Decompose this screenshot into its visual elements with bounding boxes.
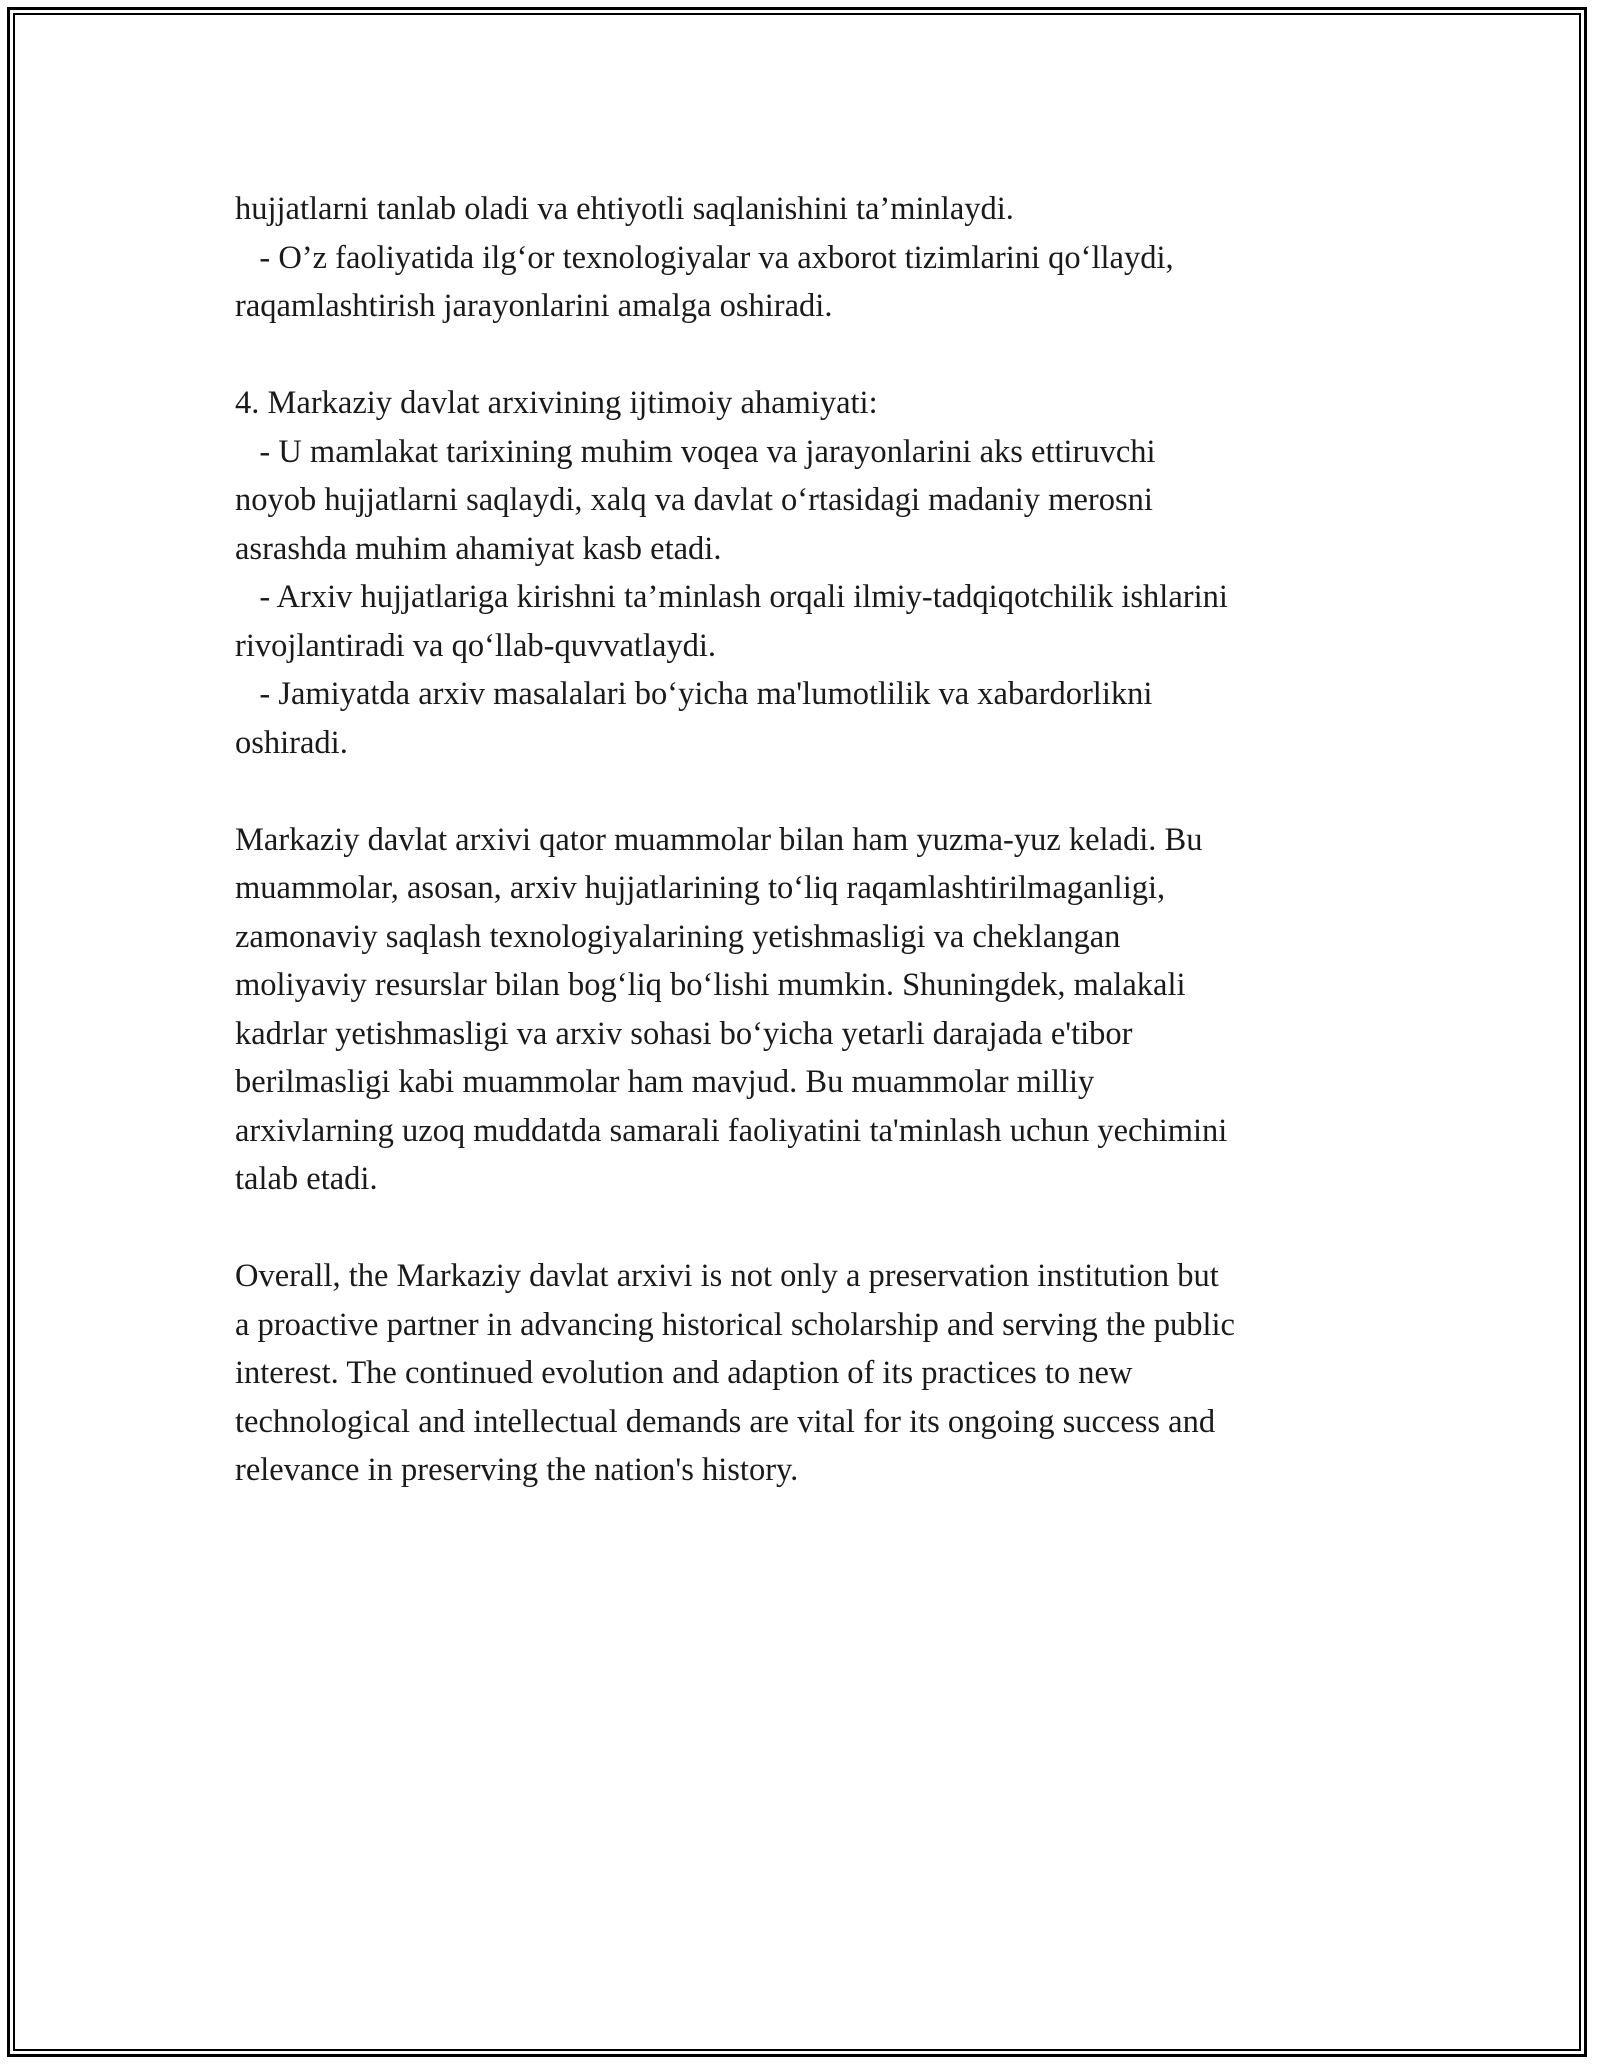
text-line: - O’z faoliyatida ilg‘or texnologiyalar va axborot tizimlarini qo‘llaydi, [235, 239, 1174, 276]
paragraph-conclusion [235, 1252, 1375, 1495]
text-line: moliyaviy resurslar bilan bog‘liq bo‘lishi mumkin. Shuningdek, malakali [235, 967, 1186, 1003]
text-line: asrashda muhim ahamiyat kasb etadi. [235, 530, 722, 567]
text-line: talab etadi. [235, 1161, 378, 1197]
section-heading: 4. Markaziy davlat arxivining ijtimoiy ahamiyati: [235, 385, 878, 421]
text-line: relevance in preserving the nation's history. [235, 1452, 799, 1488]
paragraph-section-4 [235, 379, 1375, 767]
text-line: raqamlashtirish jarayonlarini amalga oshiradi. [235, 288, 833, 324]
paragraph-gap [235, 1204, 1375, 1253]
text-line: Markaziy davlat arxivi qator muammolar bilan ham yuzma-yuz keladi. Bu [235, 821, 1203, 858]
paragraph-gap [235, 767, 1375, 816]
text-line: interest. The continued evolution and adaption of its practices to new [235, 1355, 1133, 1391]
text-line: a proactive partner in advancing historical scholarship and serving the public [235, 1306, 1235, 1343]
paragraph-intro-continuation [235, 185, 1375, 331]
text-line: berilmasligi kabi muammolar ham mavjud. Bu muammolar milliy [235, 1064, 1095, 1100]
paragraph-problems [235, 816, 1375, 1204]
text-line: - U mamlakat tarixining muhim voqea va jarayonlarini aks ettiruvchi [235, 433, 1156, 470]
text-line: oshiradi. [235, 724, 348, 761]
text-line: Overall, the Markaziy davlat arxivi is not only a preservation institution but [235, 1258, 1219, 1294]
text-line: rivojlantiradi va qo‘llab-quvvatlaydi. [235, 627, 717, 664]
text-line: zamonaviy saqlash texnologiyalarining yetishmasligi va cheklangan [235, 918, 1121, 955]
text-line: technological and intellectual demands are vital for its ongoing success and [235, 1403, 1216, 1440]
text-line: - Jamiyatda arxiv masalalari bo‘yicha ma'lumotlilik va xabardorlikni [235, 676, 1153, 712]
text-line: muammolar, asosan, arxiv hujjatlarining to‘liq raqamlashtirilmaganligi, [235, 870, 1166, 906]
text-line: arxivlarning uzoq muddatda samarali faoliyatini ta'minlash uchun yechimini [235, 1112, 1228, 1149]
text-line: noyob hujjatlarni saqlaydi, xalq va davlat o‘rtasidagi madaniy merosni [235, 482, 1153, 518]
text-line: - Arxiv hujjatlariga kirishni ta’minlash orqali ilmiy-tadqiqotchilik ishlarini [235, 579, 1228, 615]
text-line: hujjatlarni tanlab oladi va ehtiyotli saqlanishini ta’minlaydi. [235, 191, 1014, 227]
text-line: kadrlar yetishmasligi va arxiv sohasi bo‘yicha yetarli darajada e'tibor [235, 1015, 1133, 1052]
paragraph-gap [235, 331, 1375, 380]
document-body [235, 185, 1375, 1495]
